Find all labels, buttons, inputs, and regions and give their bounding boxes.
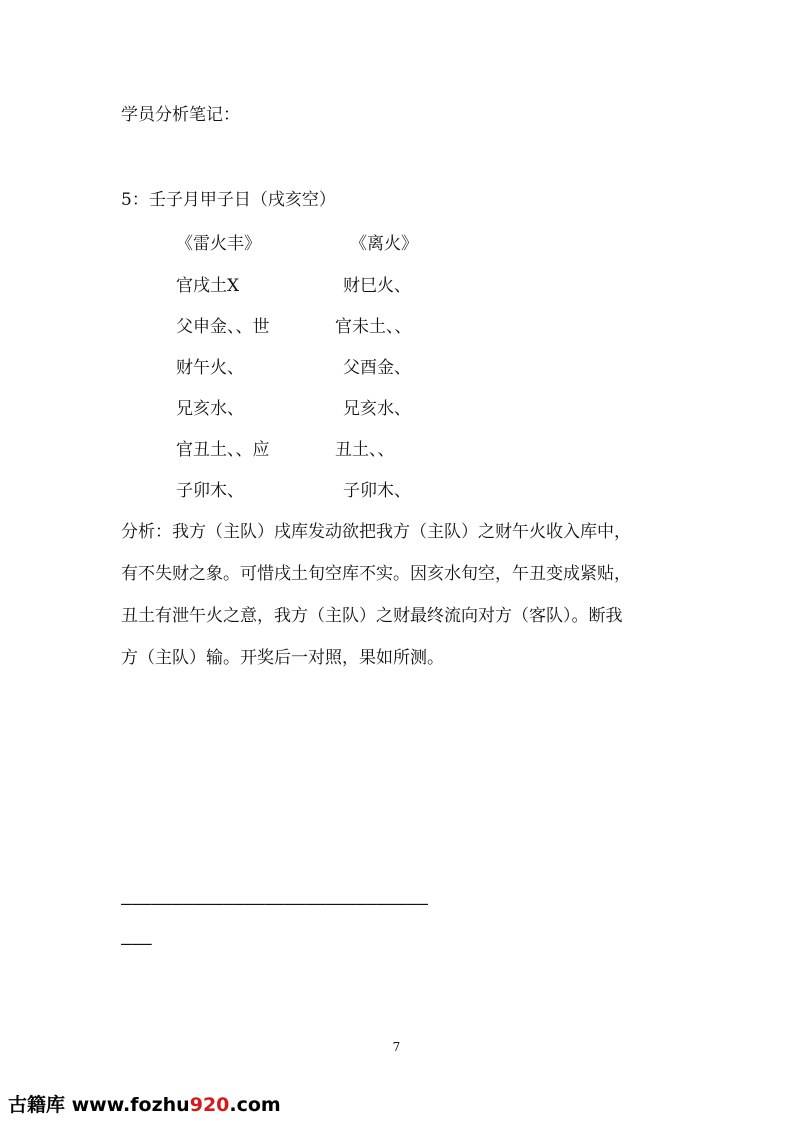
right-line-6: 子卯木、: [343, 481, 411, 501]
analysis-line-1: 分析：我方（主队）戌库发动欲把我方（主队）之财午火收入库中，: [121, 522, 631, 542]
right-line-5: 丑土、、: [335, 440, 395, 460]
left-line-6: 子卯木、: [176, 481, 244, 501]
left-line-1: 官戌土X: [176, 276, 240, 296]
left-hexagram-title: 《雷火丰》: [176, 234, 261, 254]
right-line-4: 兄亥水、: [343, 399, 411, 419]
right-hexagram-title: 《离火》: [350, 234, 418, 254]
problem-title: 5：壬子月甲子日（戌亥空）: [121, 190, 336, 210]
analysis-line-3: 丑土有泄午火之意，我方（主队）之财最终流向对方（客队）。断我: [121, 606, 623, 626]
analysis-line-4: 方（主队）输。开奖后一对照，果如所测。: [121, 648, 444, 668]
watermark-number: 920: [189, 1094, 230, 1116]
left-line-3: 财午火、: [176, 358, 244, 378]
right-line-3: 父酉金、: [343, 358, 411, 378]
left-line-4: 兄亥水、: [176, 399, 244, 419]
note-heading: 学员分析笔记：: [121, 105, 240, 125]
page-number: 7: [392, 1040, 401, 1054]
site-watermark: [8, 1090, 281, 1117]
watermark-brand: 古籍库 www.fozhu: [8, 1094, 190, 1116]
right-line-1: 财巳火、: [343, 276, 411, 296]
left-line-2: 父申金、、世: [176, 317, 270, 337]
separator-line-1: ——————————————————————————————: [121, 894, 429, 914]
left-line-5: 官丑土、、应: [176, 440, 270, 460]
separator-line-2: ———: [121, 934, 152, 954]
watermark-suffix: .com: [229, 1094, 281, 1116]
analysis-line-2: 有不失财之象。可惜戌土旬空库不实。因亥水旬空，午丑变成紧贴，: [121, 564, 631, 584]
right-line-2: 官未土、、: [335, 317, 412, 337]
